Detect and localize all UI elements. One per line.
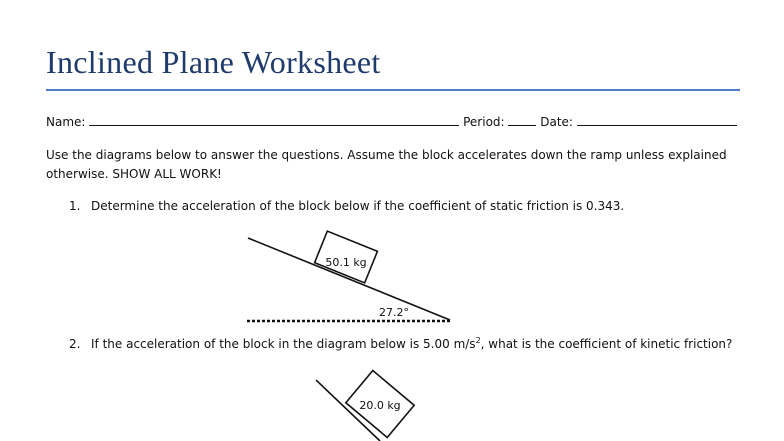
- question-text-start: If the acceleration of the block in the diagram below is 5.00 m/s: [91, 337, 476, 351]
- question-number: 2.: [69, 337, 81, 351]
- question-text: Determine the acceleration of the block below if the coefficient of static friction is 0.343.: [91, 199, 625, 213]
- instructions-text: Use the diagrams below to answer the questions. Assume the block accelerates down the ramp unless explained otherwise. SHOW ALL WORK!: [46, 148, 727, 181]
- block-2-mass-label: 20.0 kg: [359, 399, 401, 412]
- question-text-end: , what is the coefficient of kinetic friction?: [480, 337, 733, 351]
- incline-angle-label: 27.2°: [379, 306, 409, 319]
- period-label: Period:: [463, 115, 505, 129]
- name-label: Name:: [46, 115, 86, 129]
- incline-diagram-2: [316, 371, 414, 441]
- block-1-mass-label: 50.1 kg: [325, 256, 367, 269]
- unit-exponent: 2: [475, 336, 481, 345]
- worksheet-title: Inclined Plane Worksheet: [46, 44, 381, 80]
- date-label: Date:: [540, 115, 573, 129]
- incline-diagram-1: [247, 231, 450, 321]
- question-number: 1.: [69, 199, 81, 213]
